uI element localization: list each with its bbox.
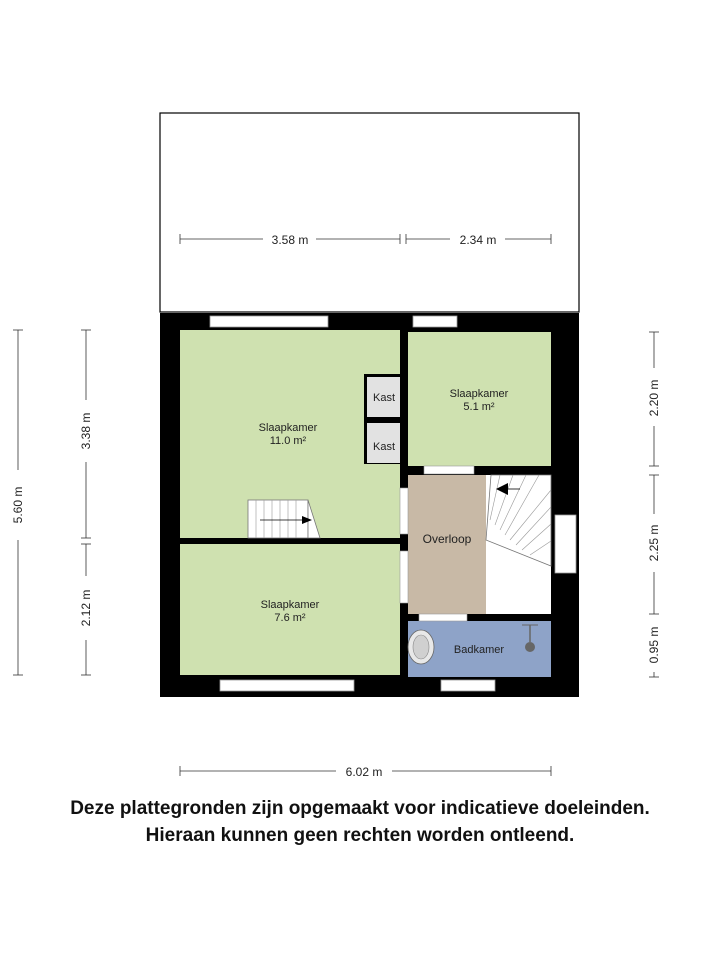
disclaimer-line-2: Hieraan kunnen geen rechten worden ontleend. <box>145 825 575 846</box>
dim-top-right: 2.34 m <box>459 233 497 247</box>
door-bedroom-small <box>424 466 474 474</box>
dim-left-lower: 2.12 m <box>79 589 93 627</box>
window-top-left <box>210 316 328 327</box>
window-top-right <box>413 316 457 327</box>
label-closet-2: Kast <box>372 441 396 453</box>
door-bedroom-bottom <box>400 551 408 603</box>
area-bedroom-bottom: 7.6 m² <box>274 612 306 624</box>
label-closet-1: Kast <box>372 392 396 404</box>
dim-left-upper: 3.38 m <box>79 412 93 450</box>
label-bedroom-bottom: Slaapkamer <box>260 599 320 611</box>
door-bathroom <box>419 614 467 621</box>
label-landing: Overloop <box>422 532 472 546</box>
dim-right-lower: 0.95 m <box>647 626 661 664</box>
dim-top-left: 3.58 m <box>271 233 309 247</box>
dim-bottom: 6.02 m <box>345 765 383 779</box>
window-bottom-left <box>220 680 354 691</box>
window-right <box>555 515 576 573</box>
label-bedroom-large: Slaapkamer <box>258 422 318 434</box>
label-bathroom: Badkamer <box>453 644 505 656</box>
dim-right-upper: 2.20 m <box>647 379 661 417</box>
door-bedroom-large <box>400 488 408 534</box>
dim-left-outer: 5.60 m <box>11 486 25 524</box>
sink-icon <box>408 630 434 664</box>
terrace-outline <box>160 113 579 312</box>
label-bedroom-small: Slaapkamer <box>449 388 509 400</box>
area-bedroom-large: 11.0 m² <box>269 435 307 447</box>
stair-attic <box>248 500 320 538</box>
area-bedroom-small: 5.1 m² <box>463 401 495 413</box>
dim-right-middle: 2.25 m <box>647 524 661 562</box>
window-bottom-right <box>441 680 495 691</box>
disclaimer-line-1: Deze plattegronden zijn opgemaakt voor indicatieve doeleinden. <box>70 798 650 819</box>
